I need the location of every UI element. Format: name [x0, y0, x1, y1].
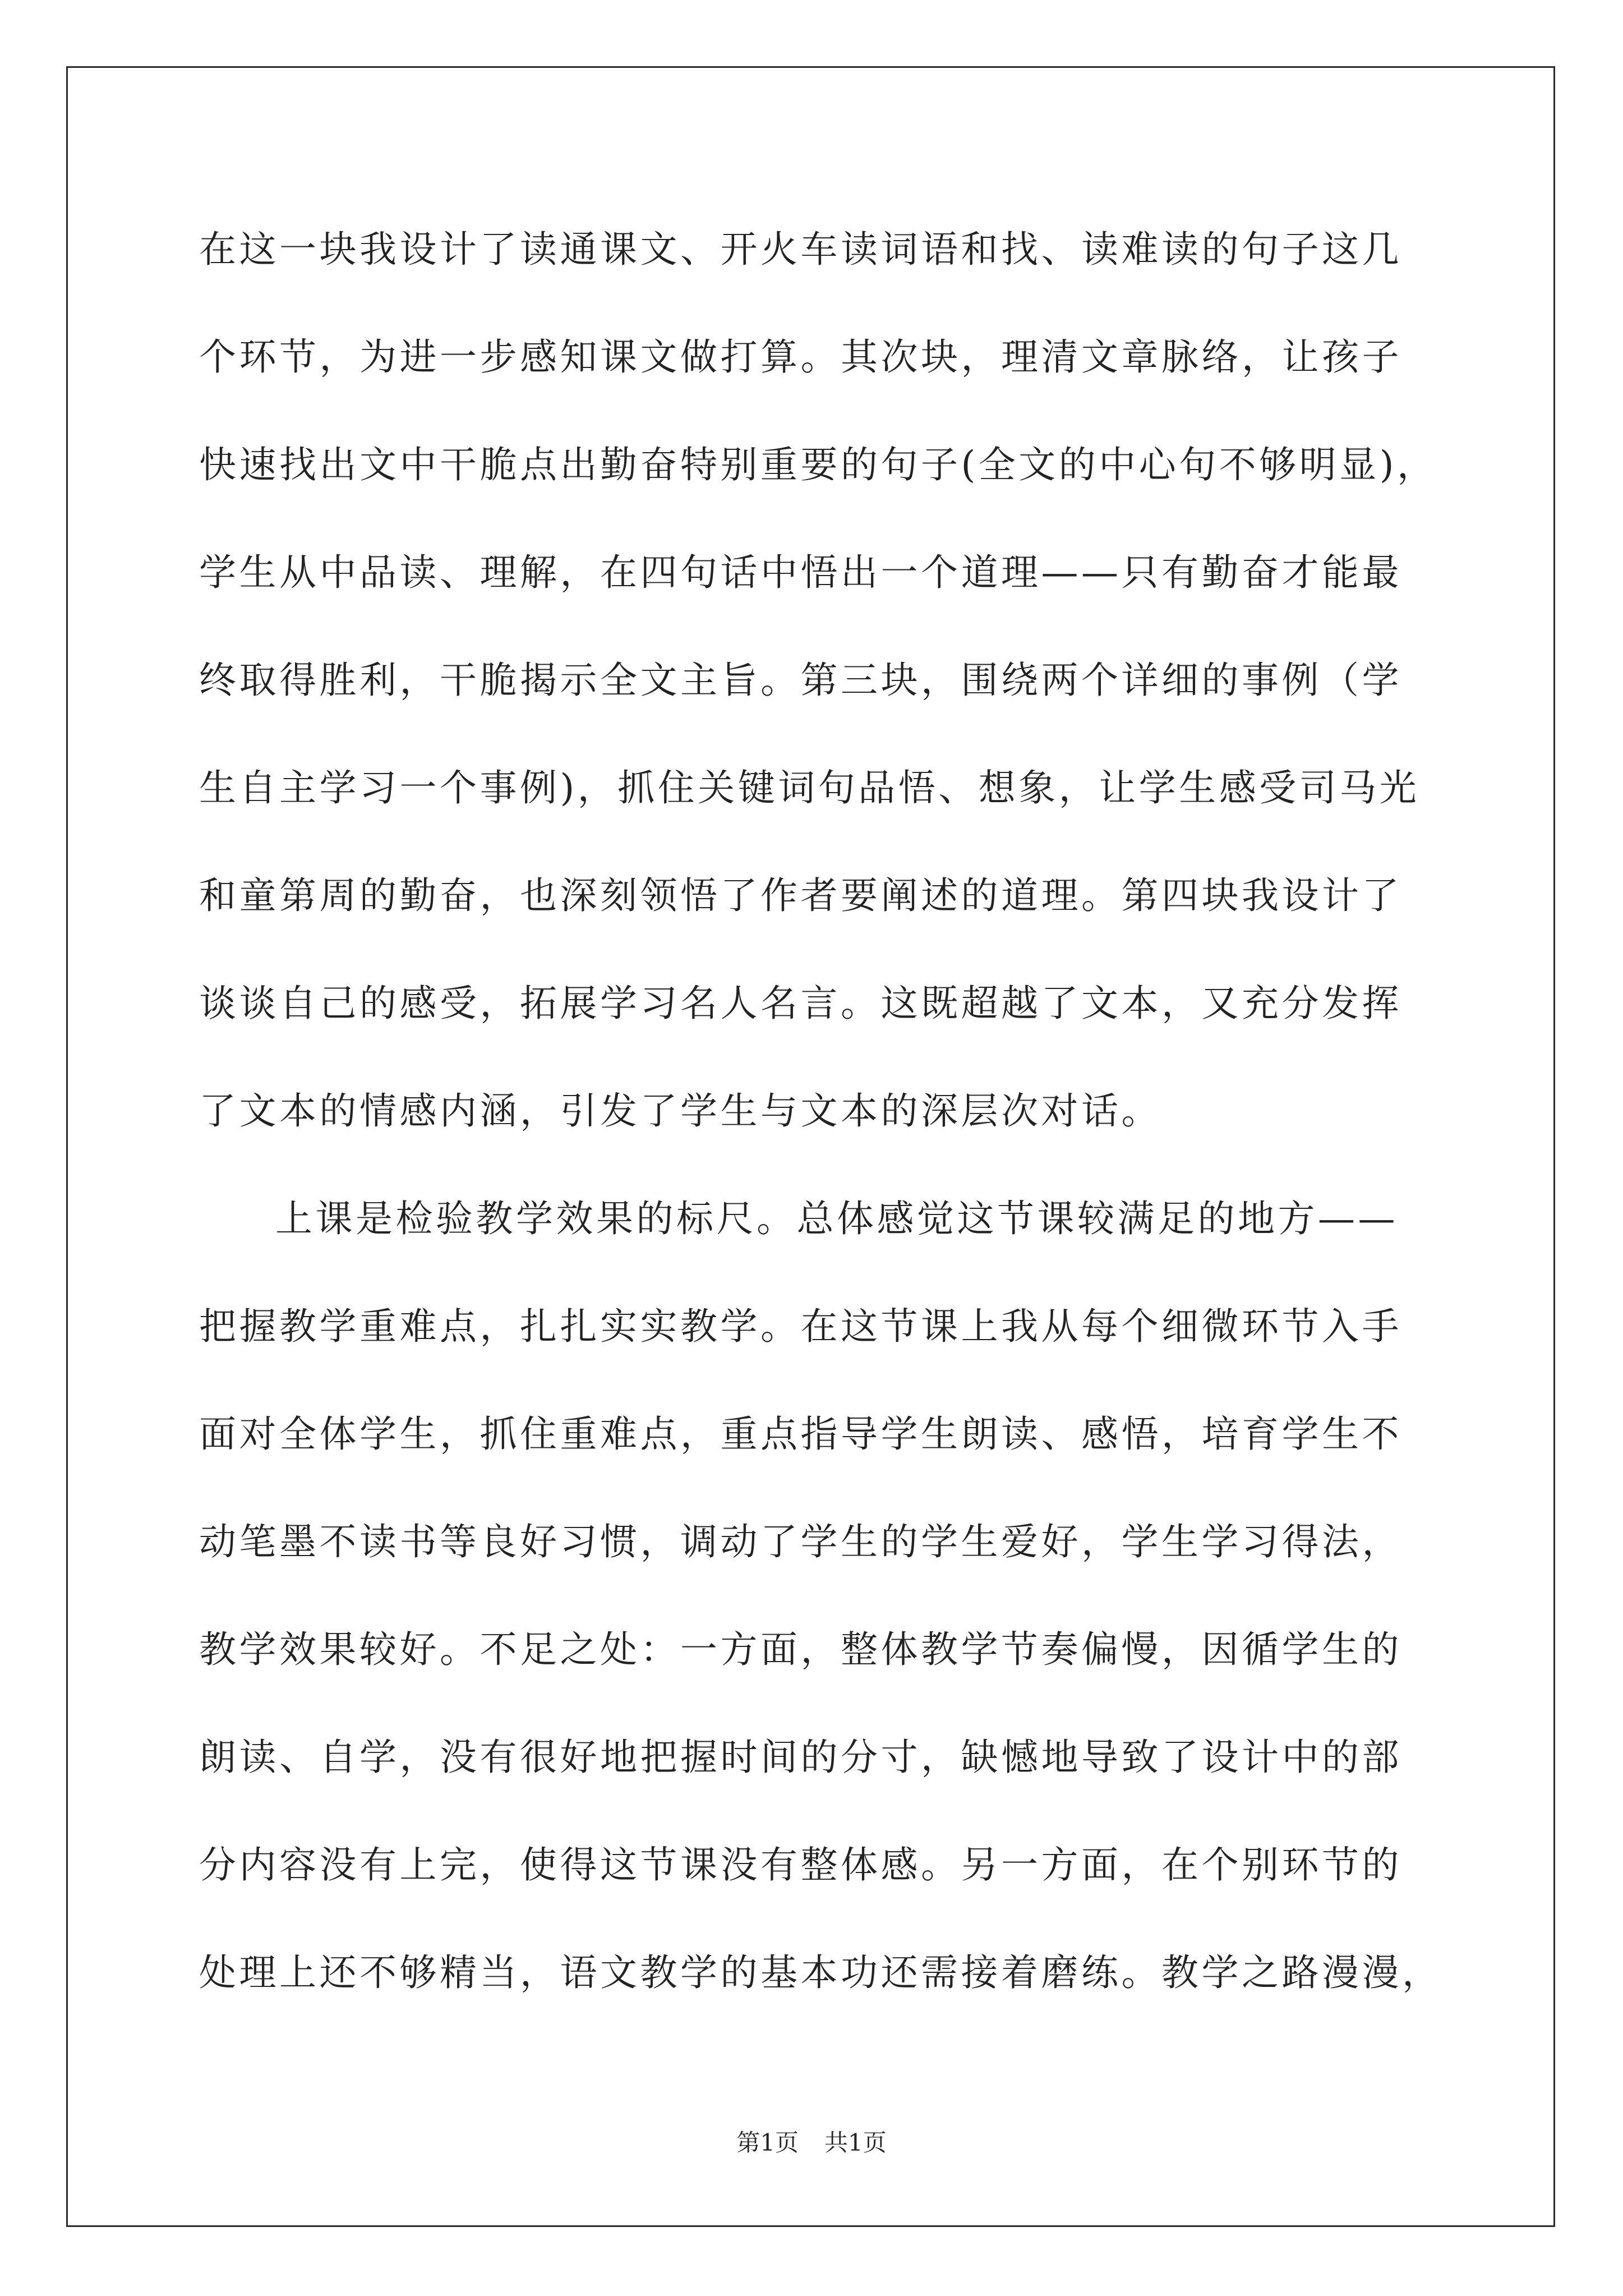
page-total: 共1页: [824, 2129, 887, 2156]
page-number: 第1页: [736, 2129, 799, 2156]
document-body: [199, 222, 1442, 2053]
text-line-10: 上课是检验教学效果的标尺。总体感觉这节课较满足的地方——: [275, 1197, 1398, 1240]
text-line-3: 快速找出文中干脆点出勤奋特别重要的句子(全文的中心句不够明显)，: [199, 443, 1437, 486]
text-line-9: 了文本的情感内涵，引发了学生与文本的深层次对话。: [199, 1089, 1161, 1133]
text-line-11: 把握教学重难点，扎扎实实教学。在这节课上我从每个细微环节入手: [199, 1305, 1402, 1348]
text-line-8: 谈谈自己的感受，拓展学习名人名言。这既超越了文本，又充分发挥: [199, 982, 1402, 1025]
text-line-5: 终取得胜利，干脆揭示全文主旨。第三块，围绕两个详细的事例（学: [199, 659, 1402, 702]
text-line-12: 面对全体学生，抓住重难点，重点指导学生朗读、感悟，培育学生不: [199, 1412, 1402, 1456]
text-line-6: 生自主学习一个事例)，抓住关键词句品悟、想象，让学生感受司马光: [199, 766, 1420, 809]
text-line-17: 处理上还不够精当，语文教学的基本功还需接着磨练。教学之路漫漫，: [199, 1951, 1442, 1994]
text-line-1: 在这一块我设计了读通课文、开火车读词语和找、读难读的句子这几: [199, 228, 1402, 271]
text-line-4: 学生从中品读、理解，在四句话中悟出一个道理——只有勤奋才能最: [199, 551, 1402, 594]
page-footer: [0, 2129, 1623, 2157]
text-line-13: 动笔墨不读书等良好习惯，调动了学生的学生爱好，学生学习得法，: [199, 1520, 1402, 1563]
text-line-14: 教学效果较好。不足之处：一方面，整体教学节奏偏慢，因循学生的: [199, 1628, 1402, 1671]
text-line-2: 个环节，为进一步感知课文做打算。其次块，理清文章脉络，让孩子: [199, 335, 1402, 379]
text-line-15: 朗读、自学，没有很好地把握时间的分寸，缺憾地导致了设计中的部: [199, 1736, 1402, 1779]
text-line-7: 和童第周的勤奋，也深刻领悟了作者要阐述的道理。第四块我设计了: [199, 874, 1402, 917]
text-line-16: 分内容没有上完，使得这节课没有整体感。另一方面，在个别环节的: [199, 1843, 1402, 1887]
